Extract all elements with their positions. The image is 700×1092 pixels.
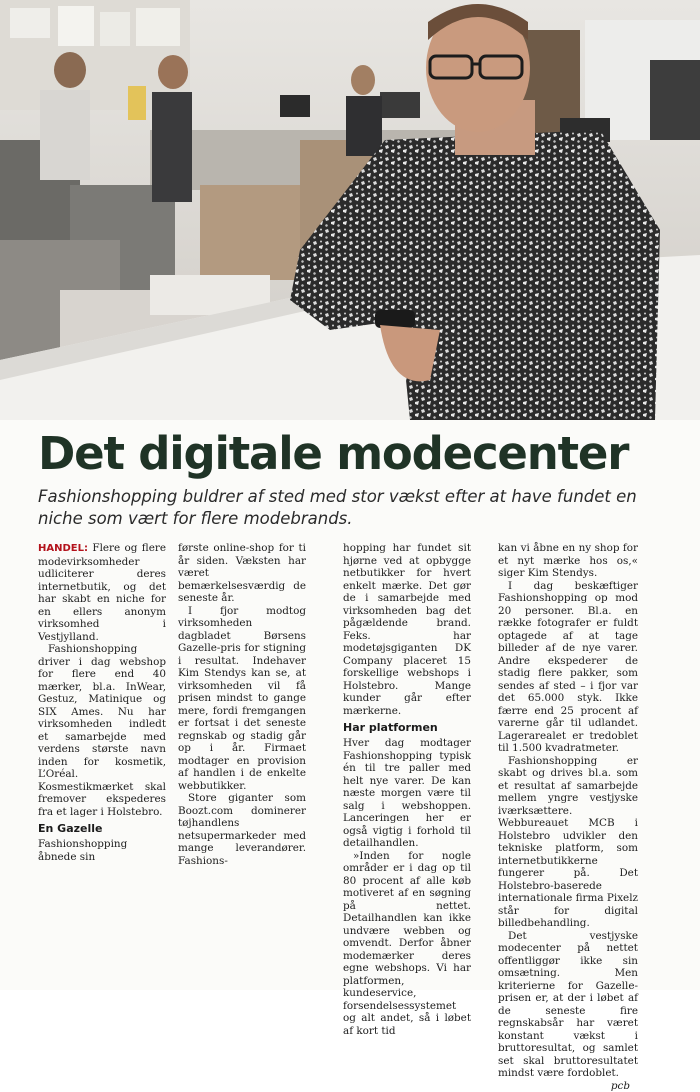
subheading-gazelle: En Gazelle (38, 822, 166, 836)
paragraph: Fashionshopping er skabt og drives bl.a. som et resultat af samarbejde mellem yngre vestjyske iværksættere. Webbureauet MCB i Holstebro udvikler den tekniske platform, som internetbutikkerne fungerer på. Det Holstebro-baserede internationale firma Pixelz står for digital billedbehandling. (498, 755, 638, 930)
text-column-2 (178, 542, 306, 867)
headline: Det digitale modecenter (38, 426, 678, 482)
paragraph: første online-shop for ti år siden. Væksten har været bemærkelsesværdig de seneste år. (178, 542, 306, 605)
paragraph: hopping har fundet sit hjørne ved at opbygge netbutikker for hvert enkelt mærke. Det gør de i samarbejde med virksomheden bag det pågældende brand. Feks. har modetøjsgiganten DK Company placeret 15 forskellige webshops i Holstebro. Mange kunder går efter mærkerne. (343, 542, 471, 717)
paragraph: kan vi åbne en ny shop for et nyt mærke hos os,« siger Kim Stendys. (498, 542, 638, 580)
subheading-platform: Har platformen (343, 721, 471, 735)
byline: pcb (498, 1080, 638, 1092)
paragraph: I dag beskæftiger Fashionshopping op mod 20 personer. Bl.a. en række fotografer er fuldt optagede af at tage billeder af de nye varer. Andre ekspederer de stadig flere pakker, som sendes af sted – i fjor var det 65.000 styk. Ikke færre end 25 procent af varerne går til udlandet. Lagerarealet er tredoblet til 1.500 kvadratmeter. (498, 580, 638, 755)
article-deck: Fashionshopping buldrer af sted med stor vækst efter at have fundet en niche som vært for flere modebrands. (38, 486, 648, 530)
paragraph: I fjor modtog virksomheden dagbladet Børsens Gazelle-pris for stigning i resultat. Indehaver Kim Stendys kan se, at virksomheden vil få prisen mindst to gange mere, fordi fremgangen er fortsat i det seneste regnskab og stadig går op i år. Firmaet modtager en provision af handlen i de enkelte webbutikker. (178, 605, 306, 793)
article-body (0, 542, 700, 982)
paragraph (38, 542, 166, 643)
paragraph: Hver dag modtager Fashionshopping typisk én til tre paller med helt nye varer. De kan næste morgen være til salg i webshoppen. Lanceringen her er også vigtig i forhold til detailhandlen. (343, 737, 471, 850)
paragraph-text: Flere og flere modevirksomheder udliciterer deres internetbutik, og det har skabt en niche for en ellers anonym virksomhed i Vestjylland. (38, 542, 166, 643)
paragraph: Det vestjyske modecenter på nettet offentliggør ikke sin omsætning. Men kriterierne for Gazelle-prisen er, at der i løbet af de seneste fire regnskabsår har været konstant vækst i bruttoresultat, og samlet set skal bruttoresultatet mindst være fordoblet. (498, 930, 638, 1080)
paragraph: »Inden for nogle områder er i dag op til 80 procent af alle køb motiveret af en søgning på nettet. Detailhandlen kan ikke undvære webben og omvendt. Derfor åbner modemærker deres egne webshops. Vi har platformen, kundeservice, forsendelsessystemet og alt andet, så i løbet af kort tid (343, 850, 471, 1038)
article-photo (0, 0, 700, 420)
text-column-4 (498, 542, 638, 1092)
text-column-1 (38, 542, 166, 863)
text-column-3 (343, 542, 471, 1037)
paragraph: Store giganter som Boozt.com dominerer tøjhandlens netsupermarkeder med mange leverandører. Fashions- (178, 792, 306, 867)
paragraph: Fashionshopping åbnede sin (38, 838, 166, 863)
paragraph: Fashionshopping driver i dag webshop for flere end 40 mærker, bl.a. InWear, Gestuz, Matinique og SIX Ames. Nu har virksomheden indledt et samarbejde med verdens største navn inden for kosmetik, L’Oréal. Kosmestikmærket skal fremover ekspederes fra et lager i Holstebro. (38, 643, 166, 818)
lead-tag: HANDEL: (38, 543, 88, 554)
